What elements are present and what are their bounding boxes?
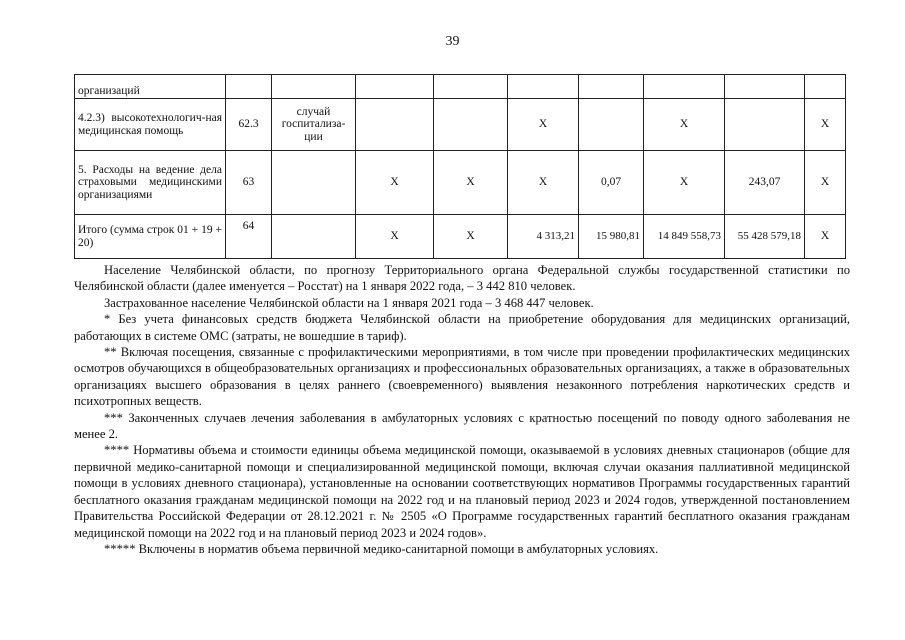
table-cell: X bbox=[356, 151, 434, 215]
table-cell: 0,07 bbox=[579, 151, 644, 215]
table-cell: 243,07 bbox=[725, 151, 805, 215]
table-cell: X bbox=[805, 99, 846, 151]
table-cell: 14 849 558,73 bbox=[644, 215, 725, 259]
table-cell: 4 313,21 bbox=[508, 215, 579, 259]
table-cell bbox=[434, 75, 508, 99]
table-cell: X bbox=[356, 215, 434, 259]
note-paragraph: * Без учета финансовых средств бюджета Челябинской области на приобретение оборудования для медицинских организаций, работающих в системе ОМС (затраты, не вошедшие в тариф). bbox=[74, 312, 850, 343]
note-paragraph: *** Законченных случаев лечения заболевания в амбулаторных условиях с кратностью посещений по поводу одного заболевания не менее 2. bbox=[74, 410, 850, 442]
table-cell: X bbox=[644, 151, 725, 215]
note-paragraph: **** Нормативы объема и стоимости единицы объема медицинской помощи, оказываемой в условиях дневных стационаров (общие для первичной медико-санитарной помощи и специализированной медицинской помощи, включая случаи оказания паллиативной медицинской помощи в условиях дневного стационара), установленные на основании соответствующих нормативов Программы государственных гарантий бесплатного оказания гражданам медицинской помощи на 2022 год и на плановый период 2023 и 2024 годов, утвержденной постановлением Правительства Российской Федерации от 28.12.2021 г. № 2505 «О Программе государственных гарантий бесплатного оказания гражданам медицинской помощи на 2022 год и на плановый период 2023 и 2024 годов». bbox=[74, 443, 850, 540]
table-cell bbox=[725, 75, 805, 99]
table-cell: X bbox=[508, 151, 579, 215]
table-cell bbox=[434, 99, 508, 151]
table-cell bbox=[805, 75, 846, 99]
row-name-cell: 5. Расходы на ведение дела страховыми медицинскими организациями bbox=[75, 151, 226, 215]
table-cell bbox=[356, 75, 434, 99]
page-number: 39 bbox=[445, 34, 460, 49]
row-name-cell: Итого (сумма строк 01 + 19 + 20) bbox=[75, 215, 226, 259]
table-row bbox=[75, 99, 846, 151]
table-cell: X bbox=[644, 99, 725, 151]
unit-cell bbox=[272, 215, 356, 259]
table-cell bbox=[725, 99, 805, 151]
table-cell bbox=[644, 75, 725, 99]
table-cell: 15 980,81 bbox=[579, 215, 644, 259]
row-code-cell bbox=[226, 75, 272, 99]
footnotes bbox=[74, 262, 850, 557]
row-code-cell: 63 bbox=[226, 151, 272, 215]
table-row bbox=[75, 215, 846, 259]
table-cell: X bbox=[508, 99, 579, 151]
row-code-cell: 64 bbox=[226, 215, 272, 259]
table-cell: X bbox=[805, 215, 846, 259]
unit-cell: случай госпитализа-ции bbox=[272, 99, 356, 151]
row-code-cell: 62.3 bbox=[226, 99, 272, 151]
table-cell: X bbox=[805, 151, 846, 215]
table-cell bbox=[508, 75, 579, 99]
table-row bbox=[75, 75, 846, 99]
table-cell: X bbox=[434, 215, 508, 259]
unit-cell bbox=[272, 151, 356, 215]
table-cell: 55 428 579,18 bbox=[725, 215, 805, 259]
row-name-cell: 4.2.3) высокотехнологич-ная медицинская помощь bbox=[75, 99, 226, 151]
note-paragraph: ***** Включены в норматив объема первичной медико-санитарной помощи в амбулаторных условиях. bbox=[104, 541, 659, 556]
unit-cell bbox=[272, 75, 356, 99]
table-cell bbox=[356, 99, 434, 151]
table-row bbox=[75, 151, 846, 215]
table-cell: X bbox=[434, 151, 508, 215]
table-cell bbox=[579, 75, 644, 99]
note-paragraph: ** Включая посещения, связанные с профилактическими мероприятиями, в том числе при проведении профилактических медицинских осмотров обучающихся в общеобразовательных организациях и профессиональных образовательных организациях, а также в образовательных организациях высшего образования в целях раннего (своевременного) выявления незаконного потребления наркотических средств и психотропных веществ. bbox=[74, 345, 850, 409]
note-paragraph: Застрахованное население Челябинской области на 1 января 2021 года – 3 468 447 человек. bbox=[104, 295, 594, 310]
financing-table bbox=[74, 74, 846, 259]
note-paragraph: Население Челябинской области, по прогнозу Территориального органа Федеральной службы государственной статистики по Челябинской области (далее именуется – Росстат) на 1 января 2022 года, – 3 442 810 человек. bbox=[74, 263, 850, 294]
table-cell bbox=[579, 99, 644, 151]
row-name-cell: организаций bbox=[75, 75, 226, 99]
